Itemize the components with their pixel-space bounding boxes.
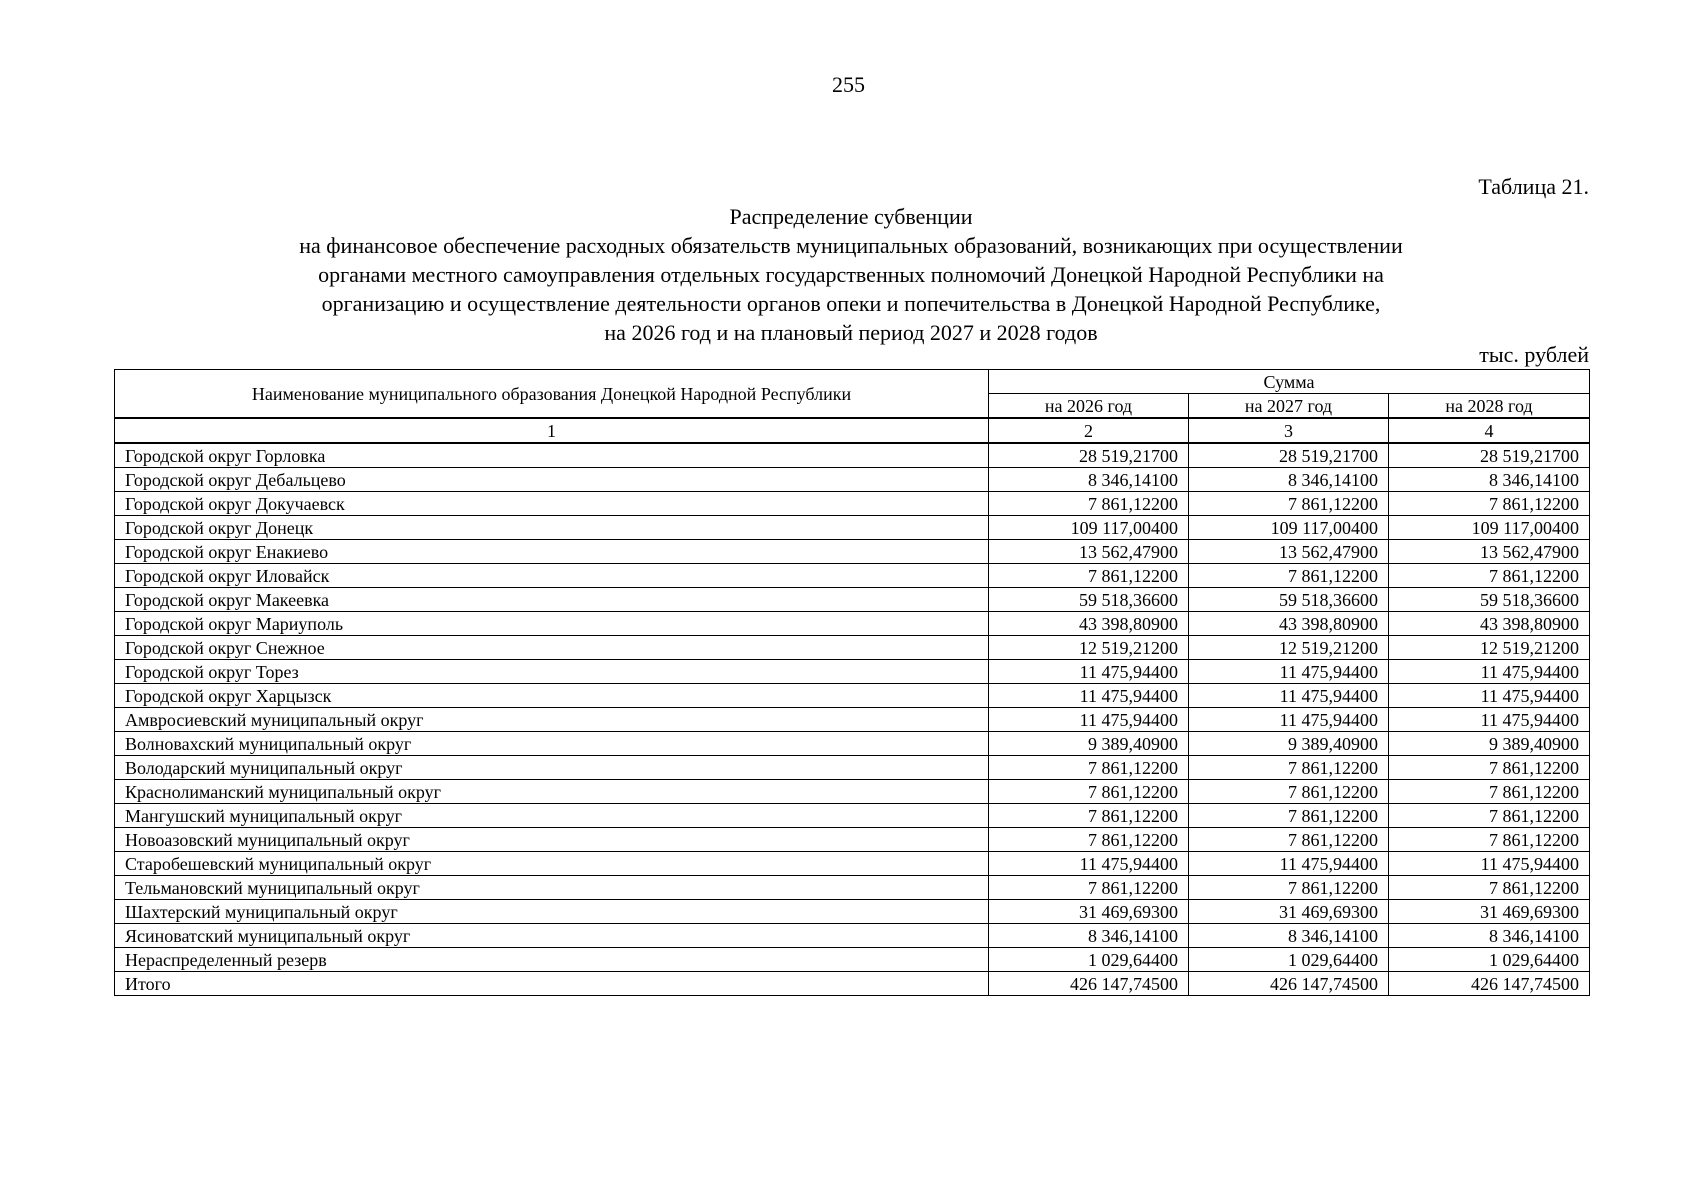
row-value-2027: 59 518,36600: [1189, 588, 1389, 612]
row-name: Городской округ Снежное: [115, 636, 989, 660]
row-value-2027: 7 861,12200: [1189, 804, 1389, 828]
row-name: Шахтерский муниципальный округ: [115, 900, 989, 924]
table-row: [115, 828, 1590, 852]
row-value-2028: 28 519,21700: [1389, 443, 1590, 468]
row-value-2028: 1 029,64400: [1389, 948, 1590, 972]
row-value-2027: 7 861,12200: [1189, 492, 1389, 516]
header-year-2026: на 2026 год: [989, 394, 1189, 419]
row-value-2028: 109 117,00400: [1389, 516, 1590, 540]
row-value-2026: 9 389,40900: [989, 732, 1189, 756]
row-value-2028: 7 861,12200: [1389, 756, 1590, 780]
header-year-2027: на 2027 год: [1189, 394, 1389, 419]
row-value-2026: 426 147,74500: [989, 972, 1189, 996]
row-name: Городской округ Харцызск: [115, 684, 989, 708]
row-value-2026: 11 475,94400: [989, 708, 1189, 732]
row-value-2026: 13 562,47900: [989, 540, 1189, 564]
table-row: [115, 876, 1590, 900]
row-value-2026: 11 475,94400: [989, 684, 1189, 708]
row-value-2027: 8 346,14100: [1189, 468, 1389, 492]
row-name: Городской округ Докучаевск: [115, 492, 989, 516]
table-row: [115, 468, 1590, 492]
row-name: Новоазовский муниципальный округ: [115, 828, 989, 852]
row-value-2028: 7 861,12200: [1389, 492, 1590, 516]
row-value-2026: 7 861,12200: [989, 828, 1189, 852]
table-row: [115, 900, 1590, 924]
row-value-2027: 28 519,21700: [1189, 443, 1389, 468]
column-number: 3: [1189, 418, 1389, 443]
row-name: Старобешевский муниципальный округ: [115, 852, 989, 876]
row-value-2026: 12 519,21200: [989, 636, 1189, 660]
table-row: [115, 756, 1590, 780]
subvention-table: [114, 369, 1590, 996]
row-value-2028: 43 398,80900: [1389, 612, 1590, 636]
table-row: [115, 972, 1590, 996]
row-value-2028: 31 469,69300: [1389, 900, 1590, 924]
table-row: [115, 732, 1590, 756]
row-value-2026: 7 861,12200: [989, 492, 1189, 516]
title-line: на 2026 год и на плановый период 2027 и 2028 годов: [604, 320, 1098, 345]
row-value-2026: 7 861,12200: [989, 876, 1189, 900]
table-body: [115, 418, 1590, 996]
row-value-2026: 7 861,12200: [989, 564, 1189, 588]
row-value-2026: 1 029,64400: [989, 948, 1189, 972]
column-number-row: [115, 418, 1590, 443]
column-number: 1: [115, 418, 989, 443]
row-value-2026: 8 346,14100: [989, 468, 1189, 492]
row-value-2028: 9 389,40900: [1389, 732, 1590, 756]
row-value-2027: 109 117,00400: [1189, 516, 1389, 540]
row-value-2026: 31 469,69300: [989, 900, 1189, 924]
row-value-2027: 11 475,94400: [1189, 660, 1389, 684]
column-number: 4: [1389, 418, 1590, 443]
table-row: [115, 516, 1590, 540]
table-row: [115, 612, 1590, 636]
document-title: [114, 202, 1588, 347]
table-header: [115, 370, 1590, 419]
table-row: [115, 588, 1590, 612]
units-label: тыс. рублей: [1479, 342, 1589, 367]
table-row: [115, 924, 1590, 948]
row-value-2027: 12 519,21200: [1189, 636, 1389, 660]
row-value-2027: 11 475,94400: [1189, 852, 1389, 876]
row-name: Городской округ Горловка: [115, 443, 989, 468]
row-value-2027: 7 861,12200: [1189, 876, 1389, 900]
table-row: [115, 852, 1590, 876]
row-name: Ясиноватский муниципальный округ: [115, 924, 989, 948]
row-name: Городской округ Дебальцево: [115, 468, 989, 492]
row-value-2026: 7 861,12200: [989, 780, 1189, 804]
row-value-2028: 7 861,12200: [1389, 564, 1590, 588]
row-value-2028: 11 475,94400: [1389, 684, 1590, 708]
table-row: [115, 708, 1590, 732]
row-name: Городской округ Донецк: [115, 516, 989, 540]
table-row: [115, 684, 1590, 708]
row-value-2027: 8 346,14100: [1189, 924, 1389, 948]
row-name: Володарский муниципальный округ: [115, 756, 989, 780]
row-name: Городской округ Торез: [115, 660, 989, 684]
title-line: организацию и осуществление деятельности органов опеки и попечительства в Донецкой Народной Республике,: [321, 291, 1381, 316]
title-line: Распределение субвенции: [729, 204, 973, 229]
table-row: [115, 443, 1590, 468]
row-name: Краснолиманский муниципальный округ: [115, 780, 989, 804]
row-value-2027: 11 475,94400: [1189, 708, 1389, 732]
row-value-2026: 59 518,36600: [989, 588, 1189, 612]
row-value-2027: 7 861,12200: [1189, 564, 1389, 588]
row-name: Городской округ Макеевка: [115, 588, 989, 612]
table-row: [115, 540, 1590, 564]
row-value-2026: 28 519,21700: [989, 443, 1189, 468]
table-row: [115, 948, 1590, 972]
row-value-2028: 8 346,14100: [1389, 468, 1590, 492]
table-label: Таблица 21.: [1478, 174, 1589, 199]
header-year-2028: на 2028 год: [1389, 394, 1590, 419]
row-name: Городской округ Мариуполь: [115, 612, 989, 636]
row-value-2027: 7 861,12200: [1189, 756, 1389, 780]
row-value-2028: 8 346,14100: [1389, 924, 1590, 948]
table-row: [115, 564, 1590, 588]
table-row: [115, 660, 1590, 684]
row-value-2026: 11 475,94400: [989, 852, 1189, 876]
row-value-2028: 12 519,21200: [1389, 636, 1590, 660]
row-value-2028: 7 861,12200: [1389, 828, 1590, 852]
row-value-2027: 13 562,47900: [1189, 540, 1389, 564]
row-value-2028: 7 861,12200: [1389, 876, 1590, 900]
row-value-2028: 11 475,94400: [1389, 660, 1590, 684]
row-value-2028: 11 475,94400: [1389, 708, 1590, 732]
row-value-2027: 1 029,64400: [1189, 948, 1389, 972]
table-row: [115, 492, 1590, 516]
page-number: 255: [832, 72, 865, 97]
row-value-2028: 11 475,94400: [1389, 852, 1590, 876]
row-name: Итого: [115, 972, 989, 996]
row-value-2026: 7 861,12200: [989, 804, 1189, 828]
row-value-2028: 13 562,47900: [1389, 540, 1590, 564]
row-value-2028: 426 147,74500: [1389, 972, 1590, 996]
row-value-2026: 11 475,94400: [989, 660, 1189, 684]
row-value-2027: 9 389,40900: [1189, 732, 1389, 756]
row-value-2027: 7 861,12200: [1189, 828, 1389, 852]
row-name: Городской округ Иловайск: [115, 564, 989, 588]
row-name: Амвросиевский муниципальный округ: [115, 708, 989, 732]
row-name: Тельмановский муниципальный округ: [115, 876, 989, 900]
row-value-2026: 43 398,80900: [989, 612, 1189, 636]
header-sum: Сумма: [989, 370, 1590, 394]
header-name: Наименование муниципального образования Донецкой Народной Республики: [115, 370, 989, 419]
table-row: [115, 636, 1590, 660]
row-name: Волновахский муниципальный округ: [115, 732, 989, 756]
row-name: Мангушский муниципальный округ: [115, 804, 989, 828]
row-value-2027: 43 398,80900: [1189, 612, 1389, 636]
row-name: Нераспределенный резерв: [115, 948, 989, 972]
row-value-2026: 109 117,00400: [989, 516, 1189, 540]
column-number: 2: [989, 418, 1189, 443]
row-value-2027: 7 861,12200: [1189, 780, 1389, 804]
row-value-2026: 7 861,12200: [989, 756, 1189, 780]
row-value-2028: 59 518,36600: [1389, 588, 1590, 612]
row-value-2027: 11 475,94400: [1189, 684, 1389, 708]
title-line: органами местного самоуправления отдельных государственных полномочий Донецкой Народной Республики на: [318, 262, 1384, 287]
row-value-2027: 426 147,74500: [1189, 972, 1389, 996]
row-value-2027: 31 469,69300: [1189, 900, 1389, 924]
table-row: [115, 804, 1590, 828]
row-value-2026: 8 346,14100: [989, 924, 1189, 948]
row-value-2028: 7 861,12200: [1389, 804, 1590, 828]
table-row: [115, 780, 1590, 804]
title-line: на финансовое обеспечение расходных обязательств муниципальных образований, возникающих при осуществлении: [299, 233, 1403, 258]
row-value-2028: 7 861,12200: [1389, 780, 1590, 804]
row-name: Городской округ Енакиево: [115, 540, 989, 564]
